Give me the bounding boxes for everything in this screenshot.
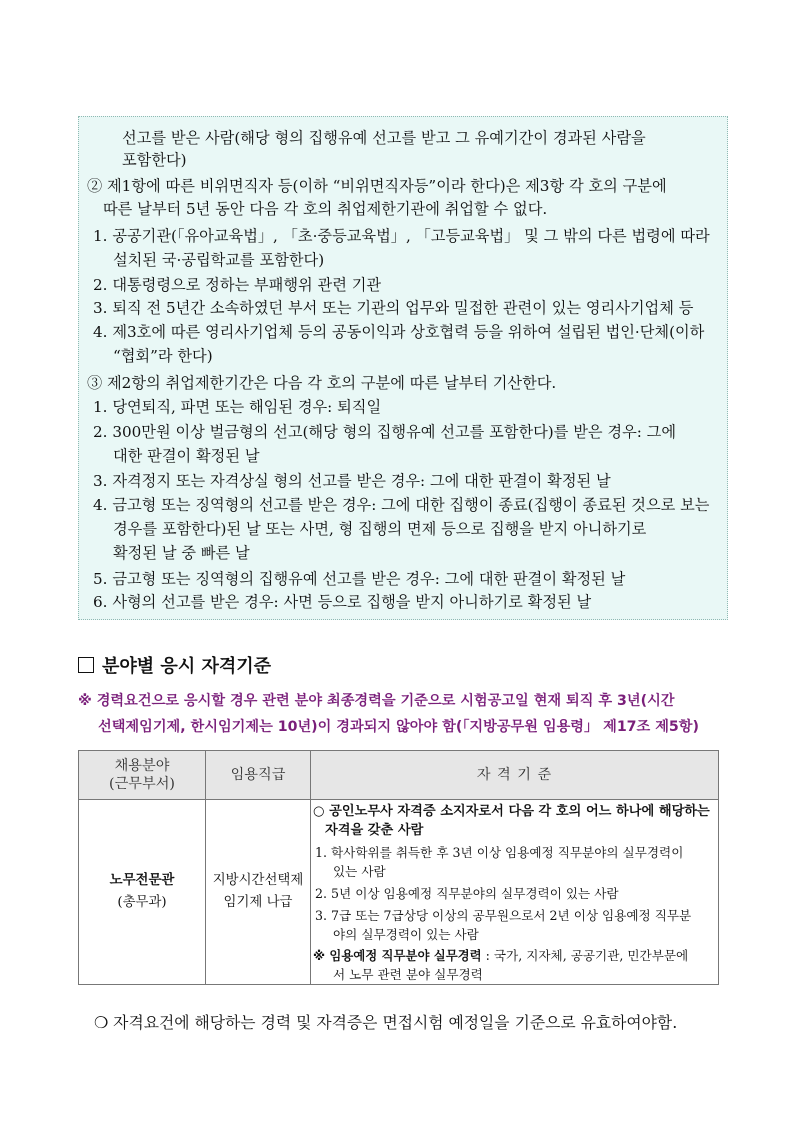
- criteria-line: 자격을 갖춘 사람: [325, 823, 424, 838]
- box-line: 1. 당연퇴직, 파면 또는 해임된 경우: 퇴직일: [93, 398, 382, 416]
- header-grade: 임용직급: [206, 751, 311, 800]
- box-line: 설치된 국·공립학교를 포함한다): [113, 251, 325, 269]
- box-line: 1. 공공기관(「유아교육법」, 「초·중등교육법」, 「고등교육법」 및 그 밖의 다른 법령에 따라: [93, 227, 710, 245]
- box-line: 3. 자격정지 또는 자격상실 형의 선고를 받은 경우: 그에 대한 판결이 확정된 날: [93, 472, 611, 490]
- criteria-line: 있는 사람: [333, 864, 386, 879]
- box-line: 4. 금고형 또는 징역형의 선고를 받은 경우: 그에 대한 집행이 종료(집행이 종료된 것으로 보는: [93, 496, 710, 514]
- box-line: 대한 판결이 확정된 날: [113, 447, 260, 465]
- grade-cell: 지방시간선택제 임기제 나급: [206, 800, 311, 985]
- box-line: 2. 대통령령으로 정하는 부패행위 관련 기관: [93, 276, 382, 294]
- box-line: 따른 날부터 5년 동안 다음 각 호의 취업제한기관에 취업할 수 없다.: [103, 200, 548, 218]
- final-note: ❍ 자격요건에 해당하는 경력 및 자격증은 면접시험 예정일을 기준으로 유효하여야함.: [94, 1013, 678, 1032]
- notice-line: 선택제임기제, 한시임기제는 10년)이 경과되지 않아야 함(「지방공무원 임용령」 제17조 제5항): [98, 719, 699, 735]
- box-line: 4. 제3호에 따른 영리사기업체 등의 공동이익과 상호협력 등을 위하여 설립된 법인·단체(이하: [93, 323, 705, 341]
- box-line: ③ 제2항의 취업제한기간은 다음 각 호의 구분에 따른 날부터 기산한다.: [87, 374, 557, 392]
- criteria-note-cont: 서 노무 관련 분야 실무경력: [333, 967, 483, 982]
- box-line: 확정된 날 중 빠른 날: [113, 544, 250, 562]
- box-line: 6. 사형의 선고를 받은 경우: 사면 등으로 집행을 받지 아니하기로 확정된 날: [93, 593, 592, 611]
- criteria-line: 3. 7급 또는 7급상당 이상의 공무원으로서 2년 이상 임용예정 직무분: [315, 908, 692, 923]
- qualification-table: [78, 750, 719, 985]
- field-cell: 노무전문관 (총무과): [79, 800, 206, 985]
- table-header-row: [79, 751, 719, 800]
- law-excerpt-box: [78, 116, 728, 620]
- box-line: 5. 금고형 또는 징역형의 집행유예 선고를 받은 경우: 그에 대한 판결이 확정된 날: [93, 570, 626, 588]
- box-line: 2. 300만원 이상 벌금형의 선고(해당 형의 집행유예 선고를 포함한다)를 받은 경우: 그에: [93, 423, 677, 441]
- section-heading: [78, 652, 271, 678]
- criteria-line: 2. 5년 이상 임용예정 직무분야의 실무경력이 있는 사람: [315, 886, 619, 901]
- table-row: [79, 800, 719, 985]
- checkbox-square-icon: [78, 657, 94, 673]
- box-line: 3. 퇴직 전 5년간 소속하였던 부서 또는 기관의 업무와 밀접한 관련이 있는 영리사기업체 등: [93, 299, 694, 317]
- criteria-note: ※ 임용예정 직무분야 실무경력 : 국가, 지자체, 공공기관, 민간부문에: [313, 948, 689, 963]
- section-title: 분야별 응시 자격기준: [102, 656, 272, 677]
- criteria-cell: [311, 800, 719, 985]
- notice-line: ※ 경력요건으로 응시할 경우 관련 분야 최종경력을 기준으로 시험공고일 현재 퇴직 후 3년(시간: [78, 693, 675, 709]
- criteria-line: 야의 실무경력이 있는 사람: [333, 927, 479, 942]
- box-line: 포함한다): [122, 151, 187, 169]
- header-criteria: 자 격 기 준: [311, 751, 719, 800]
- criteria-line: 1. 학사학위를 취득한 후 3년 이상 임용예정 직무분야의 실무경력이: [315, 845, 684, 860]
- header-field: 채용분야 (근무부서): [79, 751, 206, 800]
- box-line: 경우를 포함한다)된 날 또는 사면, 형 집행의 면제 등으로 집행을 받지 아니하기로: [113, 520, 647, 538]
- box-line: 선고를 받은 사람(해당 형의 집행유예 선고를 받고 그 유예기간이 경과된 사람을: [122, 129, 646, 147]
- criteria-line: ○ 공인노무사 자격증 소지자로서 다음 각 호의 어느 하나에 해당하는: [313, 804, 710, 819]
- box-line: “협회”라 한다): [113, 347, 213, 365]
- box-line: ② 제1항에 따른 비위면직자 등(이하 “비위면직자등”이라 한다)은 제3항 각 호의 구분에: [87, 177, 667, 195]
